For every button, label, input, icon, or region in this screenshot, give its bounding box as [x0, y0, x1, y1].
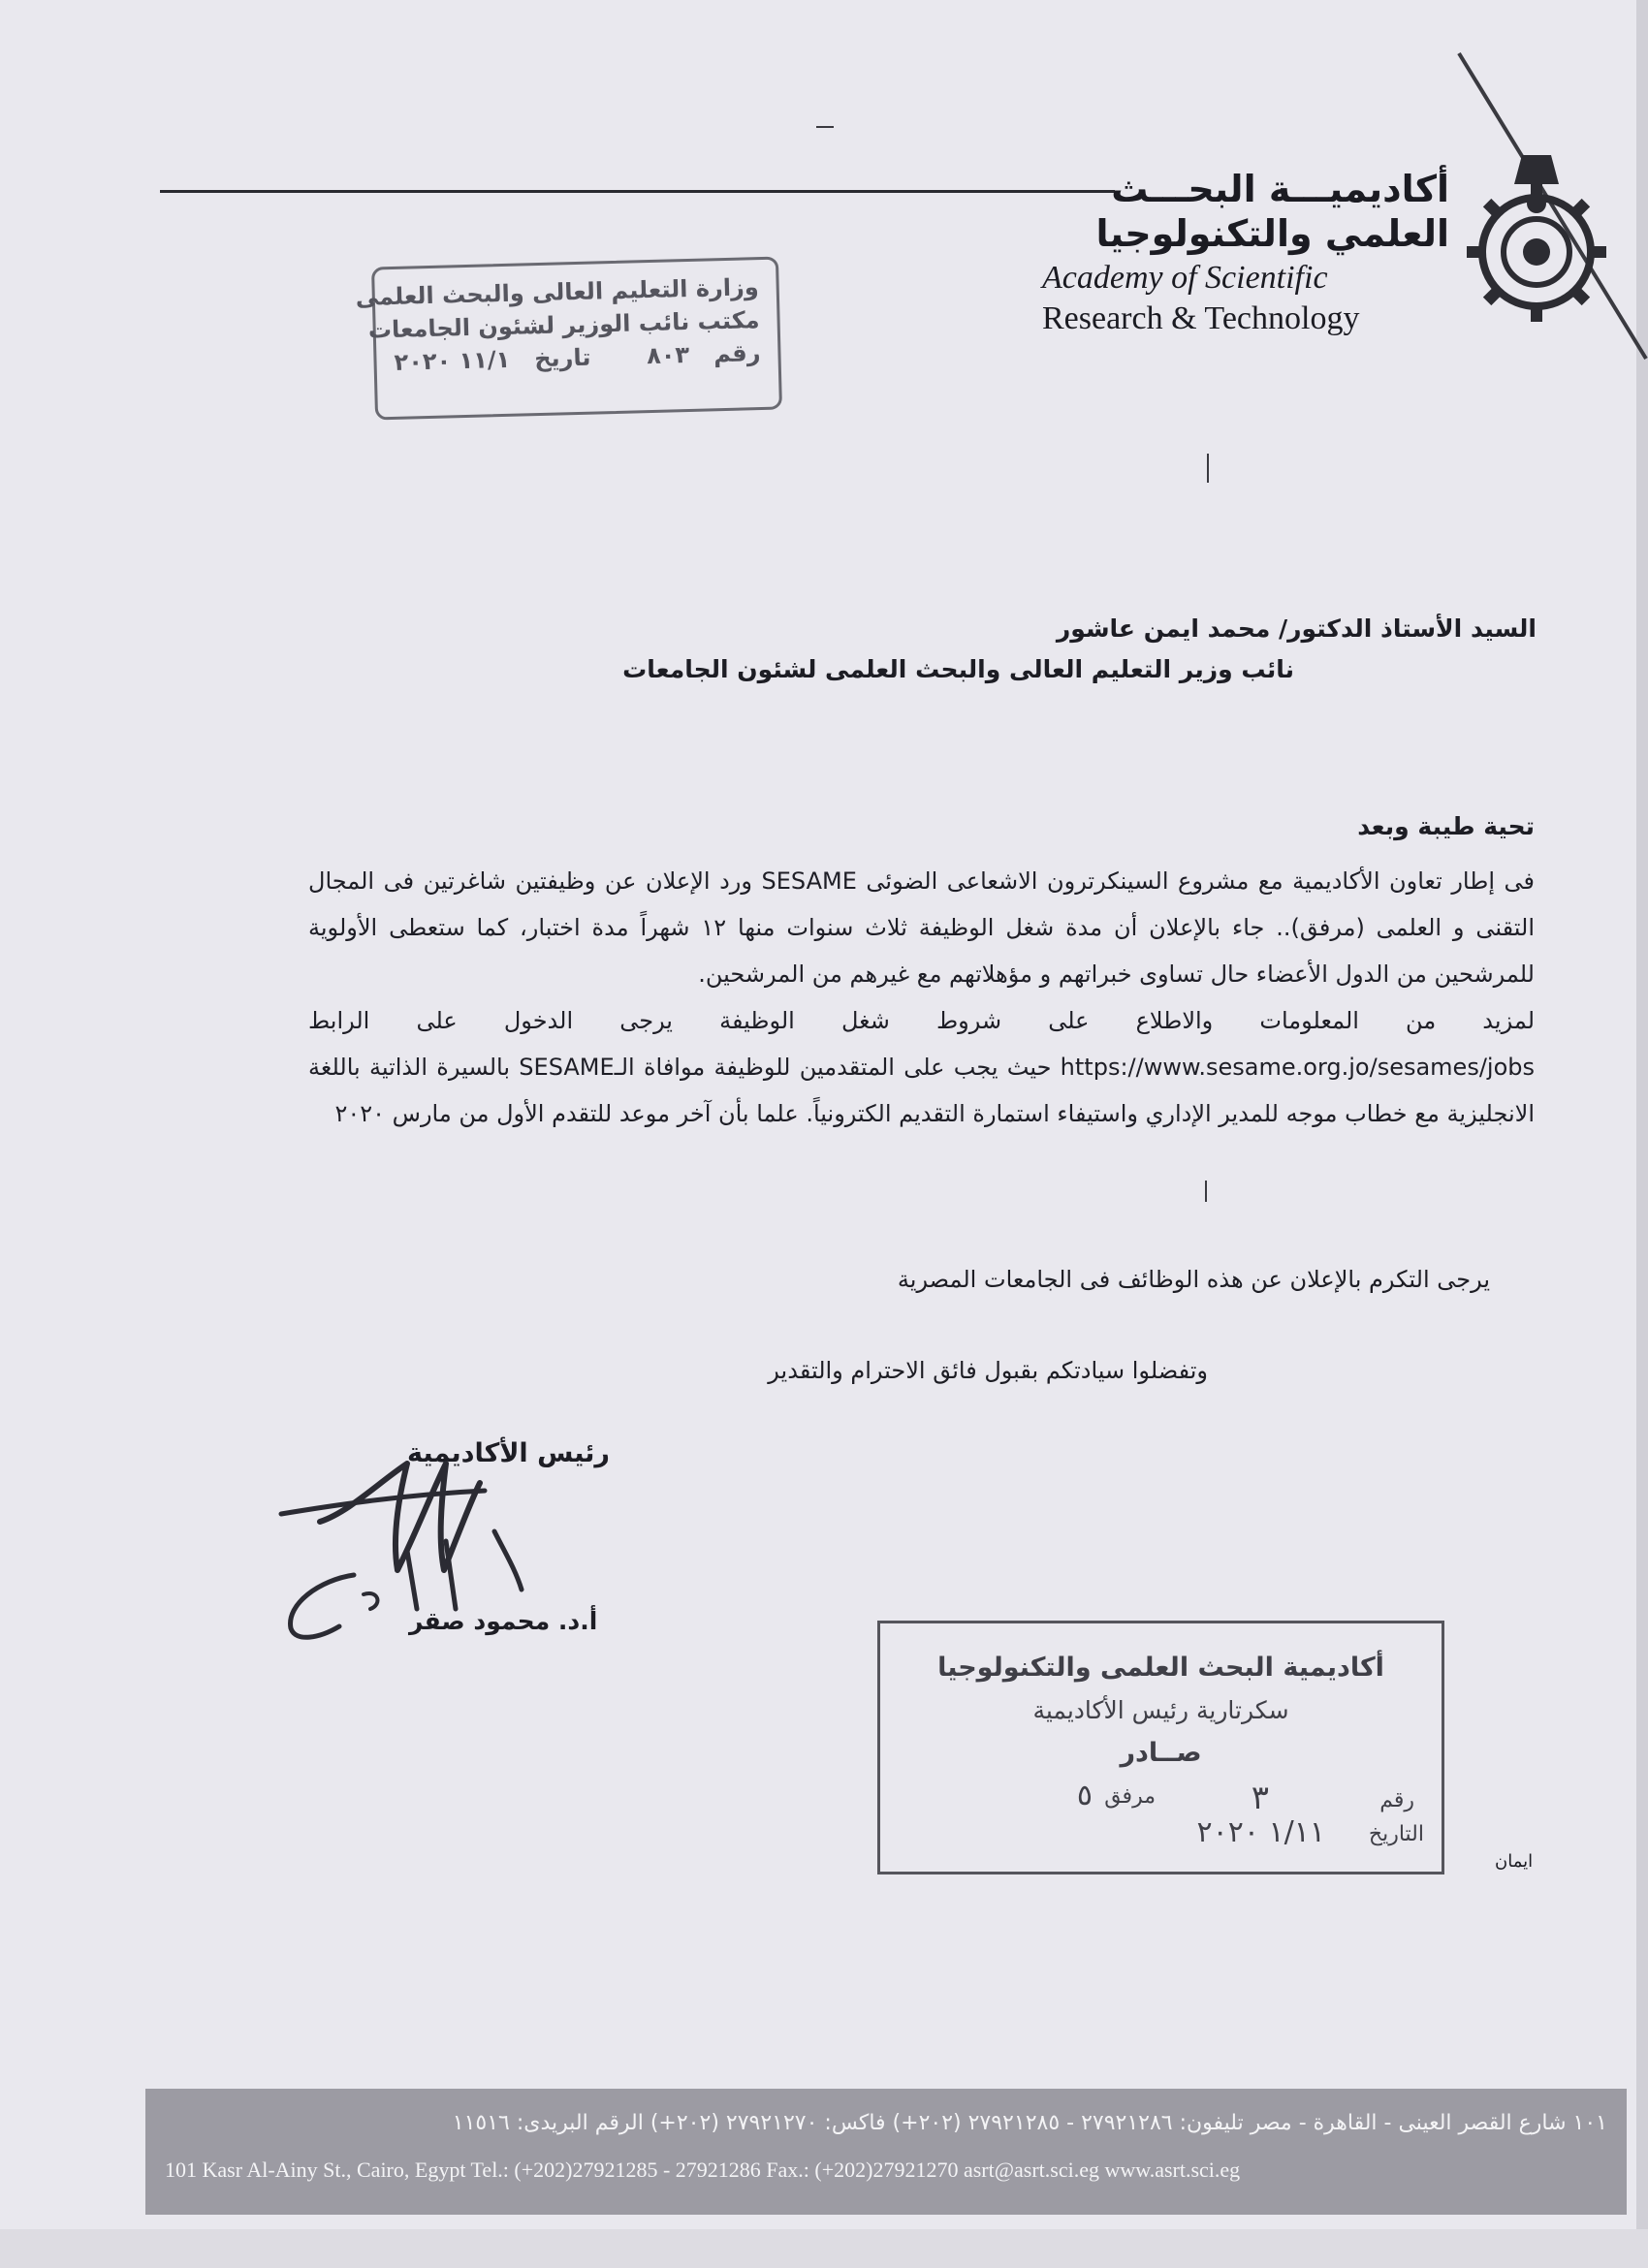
closing-request: يرجى التكرم بالإعلان عن هذه الوظائف فى الجامعات المصرية: [897, 1266, 1490, 1293]
outgoing-stamp-line3: صــادر: [1120, 1738, 1202, 1768]
letterhead-arabic-line1: أكاديميـــة البحـــث: [1111, 168, 1449, 210]
incoming-stamp-date: [394, 344, 591, 376]
addressee-position: نائب وزير التعليم العالى والبحث العلمى لشئون الجامعات: [622, 655, 1294, 683]
letter-body: [308, 858, 1535, 1137]
letterhead-arabic-line2: العلمي والتكنولوجيا: [1095, 212, 1449, 255]
academy-logo-icon: [1464, 145, 1609, 330]
body-paragraph-2: لمزيد من المعلومات والاطلاع على شروط شغل الوظيفة يرجى الدخول على الرابط https://www.sesame.org.jo/sesames/jobs حيث يجب على المتقدمين للوظيفة موافاة الـSESAME بالسيرة الذاتية باللغة الانجليزية مع خطاب موجه للمدير الإداري واستيفاء استمارة التقديم الكترونياً. علما بأن آخر موعد للتقدم الأول من مارس ٢٠٢٠: [308, 1007, 1535, 1127]
incoming-stamp-date-label: تاريخ: [533, 343, 591, 373]
outgoing-stamp-number-label: رقم: [1379, 1788, 1414, 1812]
letterhead-footer: [145, 2089, 1627, 2215]
outgoing-stamp-line2: سكرتارية رئيس الأكاديمية: [1032, 1696, 1289, 1724]
typist-initials: ايمان: [1495, 1851, 1534, 1872]
incoming-stamp-line2: مكتب نائب الوزير لشئون الجامعات: [367, 306, 760, 344]
addressee-block: [622, 609, 1537, 690]
body-paragraph-1: فى إطار تعاون الأكاديمية مع مشروع السينكرترون الاشعاعى الضوئى SESAME ورد الإعلان عن وظيفتين شاغرتين فى المجال التقنى و العلمى (مرفق).. جاء بالإعلان أن مدة شغل الوظيفة ثلاث سنوات منها ١٢ شهراً مدة اختبار، كما ستعطى الأولوية للمرشحين من الدول الأعضاء حال تساوى خبراتهم و مؤهلاتهم مع غيرهم من المرشحين.: [308, 867, 1535, 988]
incoming-stamp-number-value: ٨٠٣: [646, 340, 690, 370]
incoming-stamp-line1: وزارة التعليم العالى والبحث العلمى: [355, 273, 760, 311]
outgoing-stamp-number-value: ٣: [1251, 1779, 1269, 1817]
outgoing-stamp-attachment-value: ٥: [1076, 1779, 1093, 1812]
incoming-stamp-row: [394, 339, 761, 376]
letterhead: [1042, 167, 1449, 339]
outgoing-secretariat-stamp: [877, 1621, 1444, 1874]
outgoing-stamp-date-label: التاريخ: [1368, 1822, 1424, 1846]
letterhead-rule: [160, 190, 1115, 193]
outgoing-stamp-date-value: ١/١١ ٢٠٢٠: [1196, 1815, 1325, 1849]
incoming-stamp-date-value: ١١/١ ٢٠٢٠: [394, 345, 511, 376]
scan-mark: [816, 126, 834, 128]
footer-arabic-address: ١٠١ شارع القصر العينى - القاهرة - مصر تليفون: ٢٧٩٢١٢٨٦ - ٢٧٩٢١٢٨٥ (٢٠٢+) فاكس: ٢٧٩٢١٢٧٠ (٢٠٢+) الرقم البريدى: ١١٥١٦: [452, 2111, 1607, 2135]
scan-mark: [1205, 1181, 1207, 1202]
footer-english-address: 101 Kasr Al-Ainy St., Cairo, Egypt Tel.: (+202)27921285 - 27921286 Fax.: (+202)27921270 asrt@asrt.sci.eg www.asrt.sci.eg: [165, 2158, 1241, 2182]
closing-regards: وتفضلوا سيادتكم بقبول فائق الاحترام والتقدير: [768, 1357, 1208, 1384]
greeting: تحية طيبة وبعد: [1357, 812, 1535, 840]
incoming-stamp-number-label: رقم: [713, 339, 761, 368]
incoming-ministry-stamp: [355, 257, 782, 421]
letterhead-english-line1: Academy of Scientific: [1042, 260, 1328, 296]
incoming-stamp-number: [647, 339, 761, 369]
addressee-name: السيد الأستاذ الدكتور/ محمد ايمن عاشور: [1056, 614, 1537, 643]
signatory-name: أ.د. محمود صقر: [409, 1607, 598, 1635]
scan-mark: [1207, 454, 1209, 483]
signature-title: رئيس الأكاديمية: [407, 1438, 610, 1468]
letterhead-english-line2: Research & Technology: [1042, 300, 1360, 336]
outgoing-stamp-attachment-label: مرفق: [1104, 1784, 1156, 1809]
outgoing-stamp-line1: أكاديمية البحث العلمى والتكنولوجيا: [937, 1653, 1384, 1683]
